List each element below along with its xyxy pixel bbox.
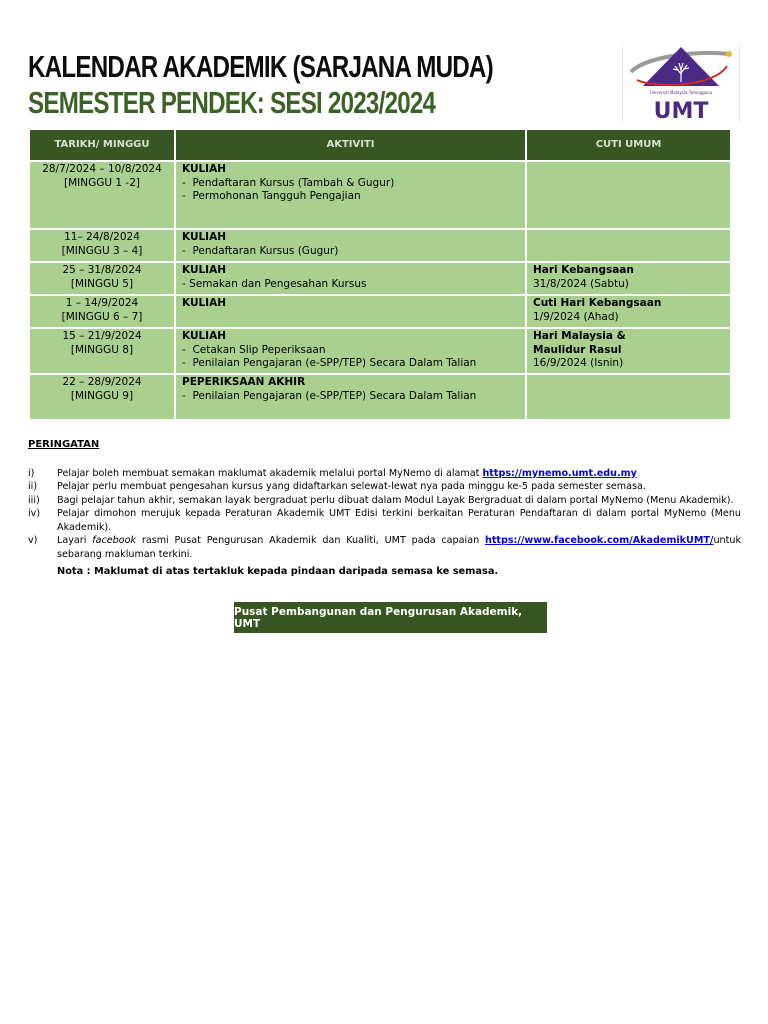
umt-logo-icon <box>623 44 739 122</box>
activity-item: - Penilaian Pengajaran (e-SPP/TEP) Secara Dalam Talian <box>182 389 477 402</box>
activity-item: - Penilaian Pengajaran (e-SPP/TEP) Secara Dalam Talian <box>182 357 477 369</box>
page-title: KALENDAR AKADEMIK (SARJANA MUDA) <box>28 49 493 84</box>
activity-item: - Semakan dan Pengesahan Kursus <box>182 277 367 290</box>
holiday-title: Cuti Hari Kebangsaan <box>533 297 662 309</box>
calendar-table <box>28 128 732 421</box>
date-range: 25 – 31/8/2024 <box>62 264 142 276</box>
date-range: 15 – 21/9/2024 <box>62 330 142 342</box>
activity-title: KULIAH <box>182 297 226 309</box>
note-item <box>28 480 741 494</box>
table-row <box>29 262 731 295</box>
note-text <box>57 494 741 508</box>
week-label: [MINGGU 6 – 7] <box>61 310 143 323</box>
activity-item: - Permohonan Tangguh Pengajian <box>182 190 361 202</box>
table-header-row <box>29 129 731 161</box>
cell-date-week <box>29 295 175 328</box>
column-header-holiday: CUTI UMUM <box>526 129 731 161</box>
holiday-date: 1/9/2024 (Ahad) <box>533 310 619 323</box>
cell-date-week <box>29 229 175 262</box>
note-text-pre: Layari <box>57 535 93 546</box>
page-subtitle: SEMESTER PENDEK: SESI 2023/2024 <box>28 85 436 120</box>
cell-activity <box>175 374 526 420</box>
note-text-body: Pelajar perlu membuat pengesahan kursus yang didaftarkan selewat-lewat nya pada minggu ke-5 pada semester semasa. <box>57 481 646 492</box>
note-item <box>28 534 741 561</box>
note-number: ii) <box>28 481 38 492</box>
cell-activity <box>175 328 526 374</box>
note-text <box>57 507 741 534</box>
table-row <box>29 374 731 420</box>
cell-activity <box>175 295 526 328</box>
note-number: iv) <box>28 508 41 519</box>
holiday-title: Hari Malaysia & Maulidur Rasul <box>533 330 626 356</box>
note-item <box>28 507 741 534</box>
cell-activity <box>175 229 526 262</box>
cell-date-week <box>29 374 175 420</box>
cell-date-week <box>29 161 175 229</box>
activity-title: PEPERIKSAAN AKHIR <box>182 376 306 388</box>
activity-title: KULIAH <box>182 264 226 276</box>
week-label: [MINGGU 1 -2] <box>64 176 140 189</box>
week-label: [MINGGU 5] <box>70 277 134 290</box>
holiday-date: 16/9/2024 (Isnin) <box>533 357 624 369</box>
date-range: 1 – 14/9/2024 <box>65 297 139 309</box>
cell-activity <box>175 262 526 295</box>
note-text-italic: facebook <box>92 535 137 546</box>
table-row <box>29 328 731 374</box>
activity-title: KULIAH <box>182 330 226 342</box>
umt-logo <box>622 44 740 122</box>
notes-section <box>28 438 741 561</box>
column-header-activity: AKTIVITI <box>175 129 526 161</box>
cell-holiday <box>526 295 731 328</box>
cell-holiday <box>526 374 731 420</box>
activity-title: KULIAH <box>182 163 226 175</box>
cell-holiday <box>526 161 731 229</box>
cell-holiday <box>526 229 731 262</box>
table-row <box>29 229 731 262</box>
cell-date-week <box>29 262 175 295</box>
holiday-title: Hari Kebangsaan <box>533 264 634 276</box>
date-range: 22 – 28/9/2024 <box>62 376 142 388</box>
column-header-date: TARIKH/ MINGGU <box>29 129 175 161</box>
cell-activity <box>175 161 526 229</box>
week-label: [MINGGU 9] <box>70 389 134 402</box>
note-number: v) <box>28 535 38 546</box>
table-row <box>29 295 731 328</box>
cell-holiday <box>526 328 731 374</box>
week-label: [MINGGU 8] <box>70 343 134 356</box>
mynemo-link[interactable]: https://mynemo.umt.edu.my <box>482 467 637 479</box>
note-text <box>57 480 741 494</box>
notes-heading: PERINGATAN <box>28 439 100 450</box>
date-range: 11– 24/8/2024 <box>64 231 140 243</box>
note-text-after: untuk sebarang makluman terkini. <box>57 535 741 560</box>
logo-wordmark: UMT <box>653 99 709 122</box>
activity-item: - Pendaftaran Kursus (Tambah & Gugur) <box>182 176 395 189</box>
notes-list <box>28 467 741 562</box>
activity-item: - Pendaftaran Kursus (Gugur) <box>182 244 339 257</box>
week-label: [MINGGU 3 – 4] <box>61 244 143 257</box>
note-text-body: Bagi pelajar tahun akhir, semakan layak bergraduat perlu dibuat dalam Modul Layak Bergraduat di dalam portal MyNemo (Menu Akademik). <box>57 494 734 506</box>
note-text <box>57 534 741 561</box>
activity-title: KULIAH <box>182 231 226 243</box>
disclaimer-note: Nota : Maklumat di atas tertakluk kepada pindaan daripada semasa ke semasa. <box>57 566 499 577</box>
holiday-date: 31/8/2024 (Sabtu) <box>533 277 629 290</box>
note-item <box>28 467 741 481</box>
note-item <box>28 494 741 508</box>
cell-date-week <box>29 328 175 374</box>
activity-item: - Cetakan Slip Peperiksaan <box>182 343 326 356</box>
note-number: iii) <box>28 494 40 506</box>
note-text <box>57 467 741 481</box>
table-row <box>29 161 731 229</box>
logo-caption: Universiti Malaysia Terengganu <box>649 90 713 95</box>
note-text-body: Pelajar boleh membuat semakan maklumat akademik melalui portal MyNemo di alamat <box>57 467 483 479</box>
footer-department-banner: Pusat Pembangunan dan Pengurusan Akademik, UMT <box>234 602 547 633</box>
note-text-body: Pelajar dimohon merujuk kepada Peraturan Akademik UMT Edisi terkini berkaitan Peraturan Pendaftaran di dalam portal MyNemo (Menu Akademik). <box>57 508 741 533</box>
date-range: 28/7/2024 – 10/8/2024 <box>42 163 162 175</box>
note-number: i) <box>28 467 35 479</box>
cell-holiday <box>526 262 731 295</box>
note-text-body: rasmi Pusat Pengurusan Akademik dan Kualiti, UMT pada capaian <box>136 535 485 546</box>
facebook-link[interactable]: https://www.facebook.com/AkademikUMT/ <box>484 535 714 546</box>
